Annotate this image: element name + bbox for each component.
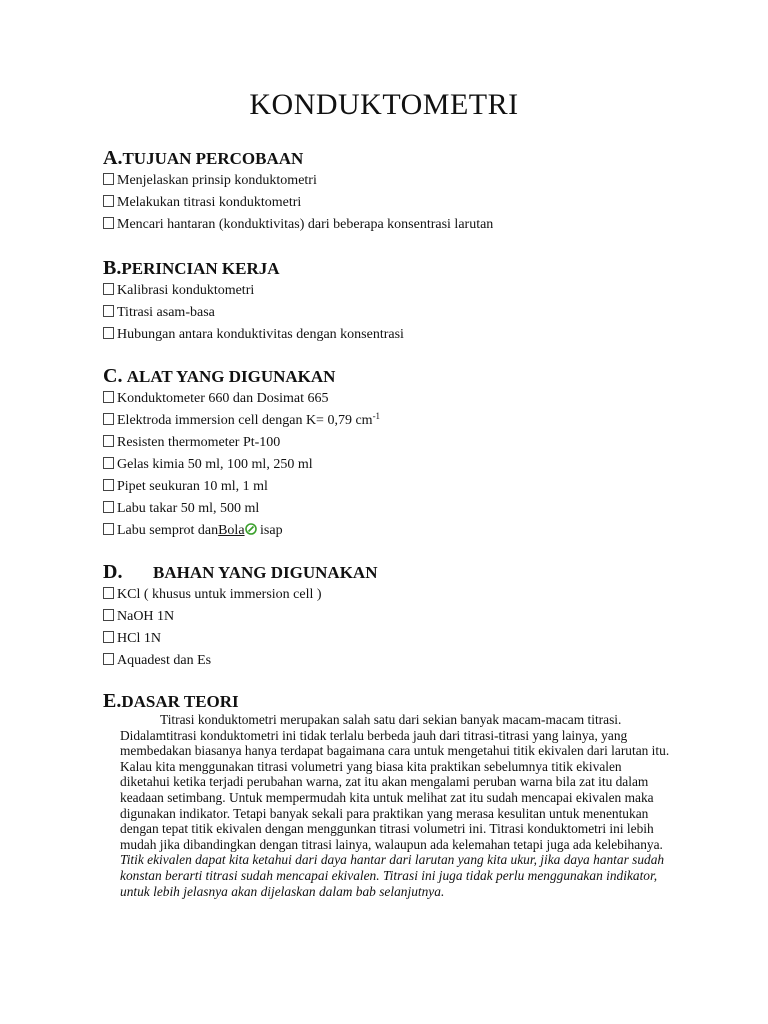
bullet-box-icon: [103, 479, 114, 491]
list-item: [103, 410, 703, 432]
list-item: [103, 280, 703, 302]
list-item-text: Elektroda immersion cell dengan K= 0,79 cm: [117, 413, 373, 428]
list-item-text: Pipet seukuran 10 ml, 1 ml: [117, 479, 268, 494]
section-alat-yang-digunakan: [103, 364, 703, 542]
section-heading: [103, 689, 703, 713]
list-item: [103, 170, 703, 192]
bullet-box-icon: [103, 653, 114, 665]
section-heading: [103, 146, 703, 170]
section-heading: [103, 364, 703, 388]
section-title: ALAT YANG DIGUNAKAN: [126, 367, 336, 386]
list-item: [103, 650, 703, 672]
section-perincian-kerja: [103, 256, 703, 346]
bullet-box-icon: [103, 305, 114, 317]
list-item-text: isap: [256, 523, 283, 538]
bullet-box-icon: [103, 435, 114, 447]
list-item-text: KCl ( khusus untuk immersion cell ): [117, 587, 322, 602]
bullet-box-icon: [103, 631, 114, 643]
list-item-text: NaOH 1N: [117, 609, 175, 624]
theory-text-italic: Titik ekivalen dapat kita ketahui dari daya hantar dari larutan yang kita ukur, jika daya hantar sudah konstan berarti titrasi sudah mencapai ekivalen. Titrasi ini juga tidak perlu menggunakan indikator, untuk lebih jelasnya akan dijelaskan dalam bab selanjutnya.: [120, 852, 665, 899]
list-item: [103, 214, 703, 236]
list-item-text: Labu takar 50 ml, 500 ml: [117, 501, 260, 516]
section-title: PERINCIAN KERJA: [121, 259, 280, 278]
section-letter: A.: [103, 147, 123, 169]
page-title: KONDUKTOMETRI: [249, 88, 519, 121]
list-item-text: Aquadest dan Es: [117, 653, 212, 668]
superscript: -1: [372, 411, 381, 421]
theory-text: Titrasi konduktometri merupakan salah satu dari sekian banyak macam-macam titrasi. Didalamtitrasi konduktometri ini tidak terlalu berbeda jauh dari titrasi-titrasi yang lainya, yang membedakan biasanya hanya terdapat bagaimana cara untuk mengetahui titik ekivalen dari larutan itu. Kalau kita menggunakan titrasi volumetri yang biasa kita praktikan sebelumnya titik ekivalen diketahui ketika terjadi perubahan warna, zat itu akan mengalami peruban warna bila zat itu dalam keadaan setimbang. Untuk mempermudah kita untuk melihat zat itu sudah mencapai ekivalen maka digunakan indikator. Tetapi banyak sekali para praktikan yang merasa kesulitan untuk menentukan dengan tepat titik ekivalen dengan menggunkan titrasi volumetri ini. Titrasi konduktometri ini lebih mudah jika dibandingkan dengan titrasi lainya, walaupun ada kelemahan tetapi juga ada kelebihanya.: [120, 712, 670, 852]
list-item: [103, 432, 703, 454]
list-item-text: Hubungan antara konduktivitas dengan konsentrasi: [117, 327, 404, 342]
section-letter: E.: [103, 690, 122, 712]
list-item-text: Resisten thermometer Pt-100: [117, 435, 281, 450]
section-bahan-yang-digunakan: [103, 560, 703, 672]
section-letter: B.: [103, 257, 122, 279]
section-heading: [103, 560, 703, 584]
list-item: [103, 324, 703, 346]
list-item-text: Labu semprot dan: [117, 523, 219, 538]
list-item-text: Kalibrasi konduktometri: [117, 283, 255, 298]
bullet-box-icon: [103, 523, 114, 535]
theory-paragraph: [120, 712, 672, 899]
section-title: TUJUAN PERCOBAAN: [122, 149, 304, 168]
bullet-box-icon: [103, 587, 114, 599]
list-item-text: Titrasi asam-basa: [117, 305, 215, 320]
list-item: [103, 192, 703, 214]
section-heading: [103, 256, 703, 280]
list-item: [103, 476, 703, 498]
bola-link[interactable]: Bola: [218, 523, 245, 538]
bullet-box-icon: [103, 327, 114, 339]
bullet-box-icon: [103, 283, 114, 295]
section-dasar-teori: [103, 689, 703, 713]
list-item-text: Gelas kimia 50 ml, 100 ml, 250 ml: [117, 457, 313, 472]
list-item: [103, 302, 703, 324]
section-letter: C.: [103, 365, 123, 387]
list-item: [103, 628, 703, 650]
bullet-box-icon: [103, 195, 114, 207]
section-letter: D.: [103, 561, 123, 583]
list-item: [103, 388, 703, 410]
edit-icon[interactable]: [245, 523, 257, 535]
list-item: [103, 454, 703, 476]
bullet-box-icon: [103, 391, 114, 403]
list-item: [103, 606, 703, 628]
bullet-box-icon: [103, 457, 114, 469]
bullet-box-icon: [103, 217, 114, 229]
list-item: [103, 584, 703, 606]
bullet-box-icon: [103, 501, 114, 513]
list-item-text: Konduktometer 660 dan Dosimat 665: [117, 391, 329, 406]
bullet-box-icon: [103, 413, 114, 425]
list-item-text: Menjelaskan prinsip konduktometri: [117, 173, 317, 188]
list-item-text: Mencari hantaran (konduktivitas) dari beberapa konsentrasi larutan: [117, 217, 494, 232]
list-item: [103, 520, 703, 542]
list-item-text: Melakukan titrasi konduktometri: [117, 195, 302, 210]
section-title: DASAR TEORI: [121, 692, 239, 711]
list-item: [103, 498, 703, 520]
list-item-text: HCl 1N: [117, 631, 161, 646]
bullet-box-icon: [103, 173, 114, 185]
bullet-box-icon: [103, 609, 114, 621]
section-title: BAHAN YANG DIGUNAKAN: [153, 563, 378, 582]
section-tujuan-percobaan: [103, 146, 703, 236]
